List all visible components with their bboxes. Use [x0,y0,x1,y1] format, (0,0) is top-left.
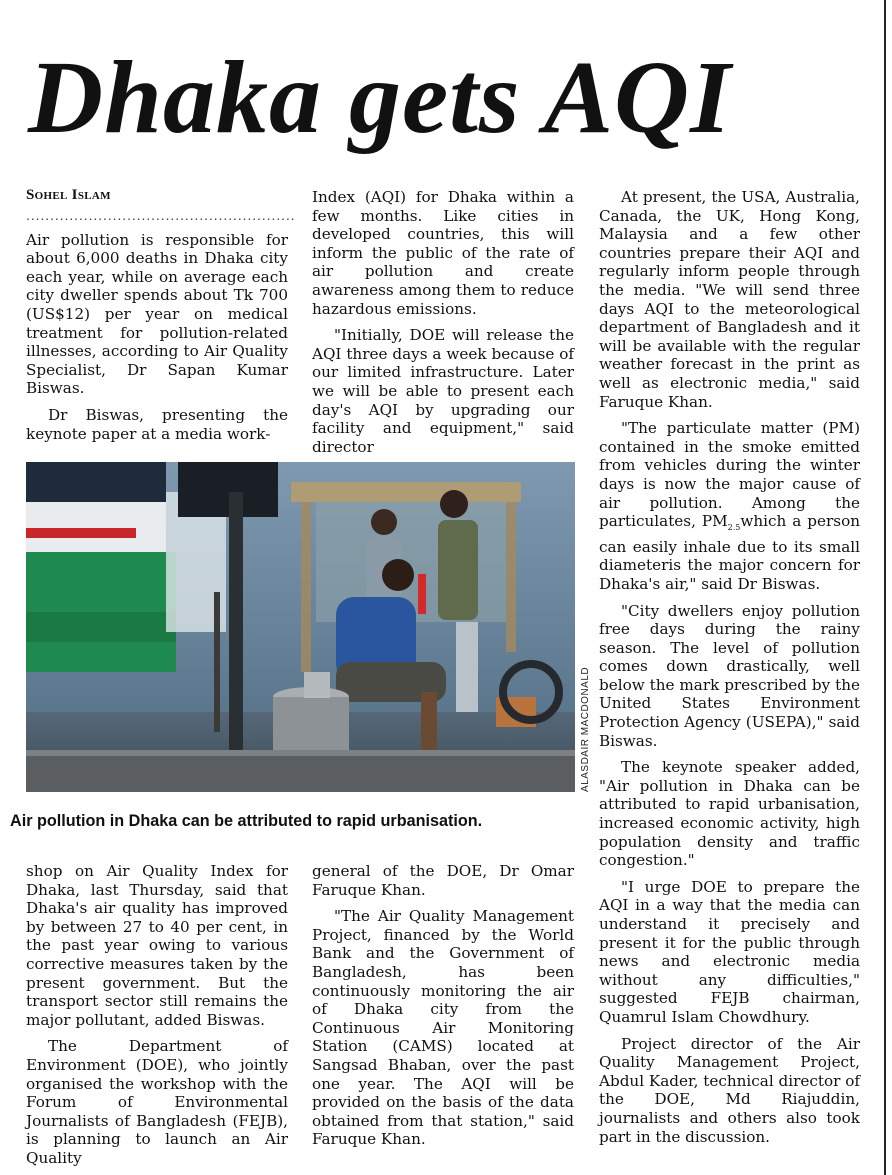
paragraph: At present, the USA, Australia, Canada, the UK, Hong Kong, Malaysia and a few other countries prepare their AQI and regularly inform people through the media. "We will send three days AQI to the meteorological department of Bangladesh and it will be available with the regular weather forecast in the print as well as electronic media," said Faruque Khan. [599,188,860,411]
column-2-bottom [312,862,574,1149]
paragraph: "City dwellers enjoy pollution free days during the rainy season. The level of pollution comes down drastically, well below the mark prescribed by the United States Environment Protection Agency (USEPA)," said Biswas. [599,601,860,750]
pm-text-after: which a person can easily inhale due to its small diameteris the major concern for Dhaka's air," said Dr Biswas. [599,512,860,593]
pm-subscript: 2.5 [727,523,741,533]
paragraph: "The Air Quality Management Project, financed by the World Bank and the Government of Bangladesh, has been continuously monitoring the air of Dhaka city from the Continuous Air Monitoring Station (CAMS) located at Sangsad Bhaban, over the past one year. The AQI will be provided on the basis of the data obtained from that station," said Faruque Khan. [312,907,574,1149]
byline: Sohel Islam [26,187,111,203]
paragraph: "Initially, DOE will release the AQI three days a week because of our limited infrastructure. Later we will be able to present each day's AQI by upgrading our facility and equipment," said director [312,326,574,456]
byline-separator: ........................................................ [26,208,296,223]
paragraph: The Department of Environment (DOE), who jointly organised the workshop with the Forum of Environmental Journalists of Bangladesh (FEJB), is planning to launch an Air Quality [26,1037,288,1167]
column-1-top [26,186,296,443]
street-scene-illustration [26,462,575,792]
column-2-top [312,188,574,456]
paragraph: shop on Air Quality Index for Dhaka, last Thursday, said that Dhaka's air quality has improved by between 27 to 40 per cent, in the past year owing to various corrective measures taken by the present government. But the transport sector still remains the major pollutant, added Biswas. [26,862,288,1029]
paragraph: Dr Biswas, presenting the keynote paper at a media work- [26,405,288,443]
photo-credit: ALASDAIR MACDONALD [580,666,591,792]
paragraph: "I urge DOE to prepare the AQI in a way that the media can understand it precisely and present it for the public through news and electronic media without any difficulties," suggested FEJB chairman, Quamrul Islam Chowdhury. [599,877,860,1026]
paragraph: Index (AQI) for Dhaka within a few months. Like cities in developed countries, this will inform the public of the rate of air pollution and create awareness among them to reduce hazardous emissions. [312,188,574,318]
paragraph: Air pollution is responsible for about 6,000 deaths in Dhaka city each year, while on average each city dweller spends about Tk 700 (US$12) per year on medical treatment for pollution-related illnesses, according to Air Quality Specialist, Dr Sapan Kumar Biswas. [26,230,288,398]
column-rule [884,0,886,1175]
pm-text-before: "The particulate matter (PM) contained in the smoke emitted from vehicles during the winter days is now the major cause of air pollution. Among the particulates, PM [599,419,860,531]
headline: Dhaka gets AQI [28,40,732,155]
column-1-bottom [26,862,288,1168]
paragraph: The keynote speaker added, "Air pollution in Dhaka can be attributed to rapid urbanisation, increased economic activity, high population density and traffic congestion." [599,758,860,870]
paragraph: Project director of the Air Quality Management Project, Abdul Kader, technical director of the DOE, Md Riajuddin, journalists and others also took part in the discussion. [599,1034,860,1146]
news-photo [26,462,575,792]
column-3 [599,188,860,1146]
paragraph: general of the DOE, Dr Omar Faruque Khan. [312,862,574,899]
photo-caption: Air pollution in Dhaka can be attributed to rapid urbanisation. [10,812,483,830]
pm-paragraph [599,419,860,593]
